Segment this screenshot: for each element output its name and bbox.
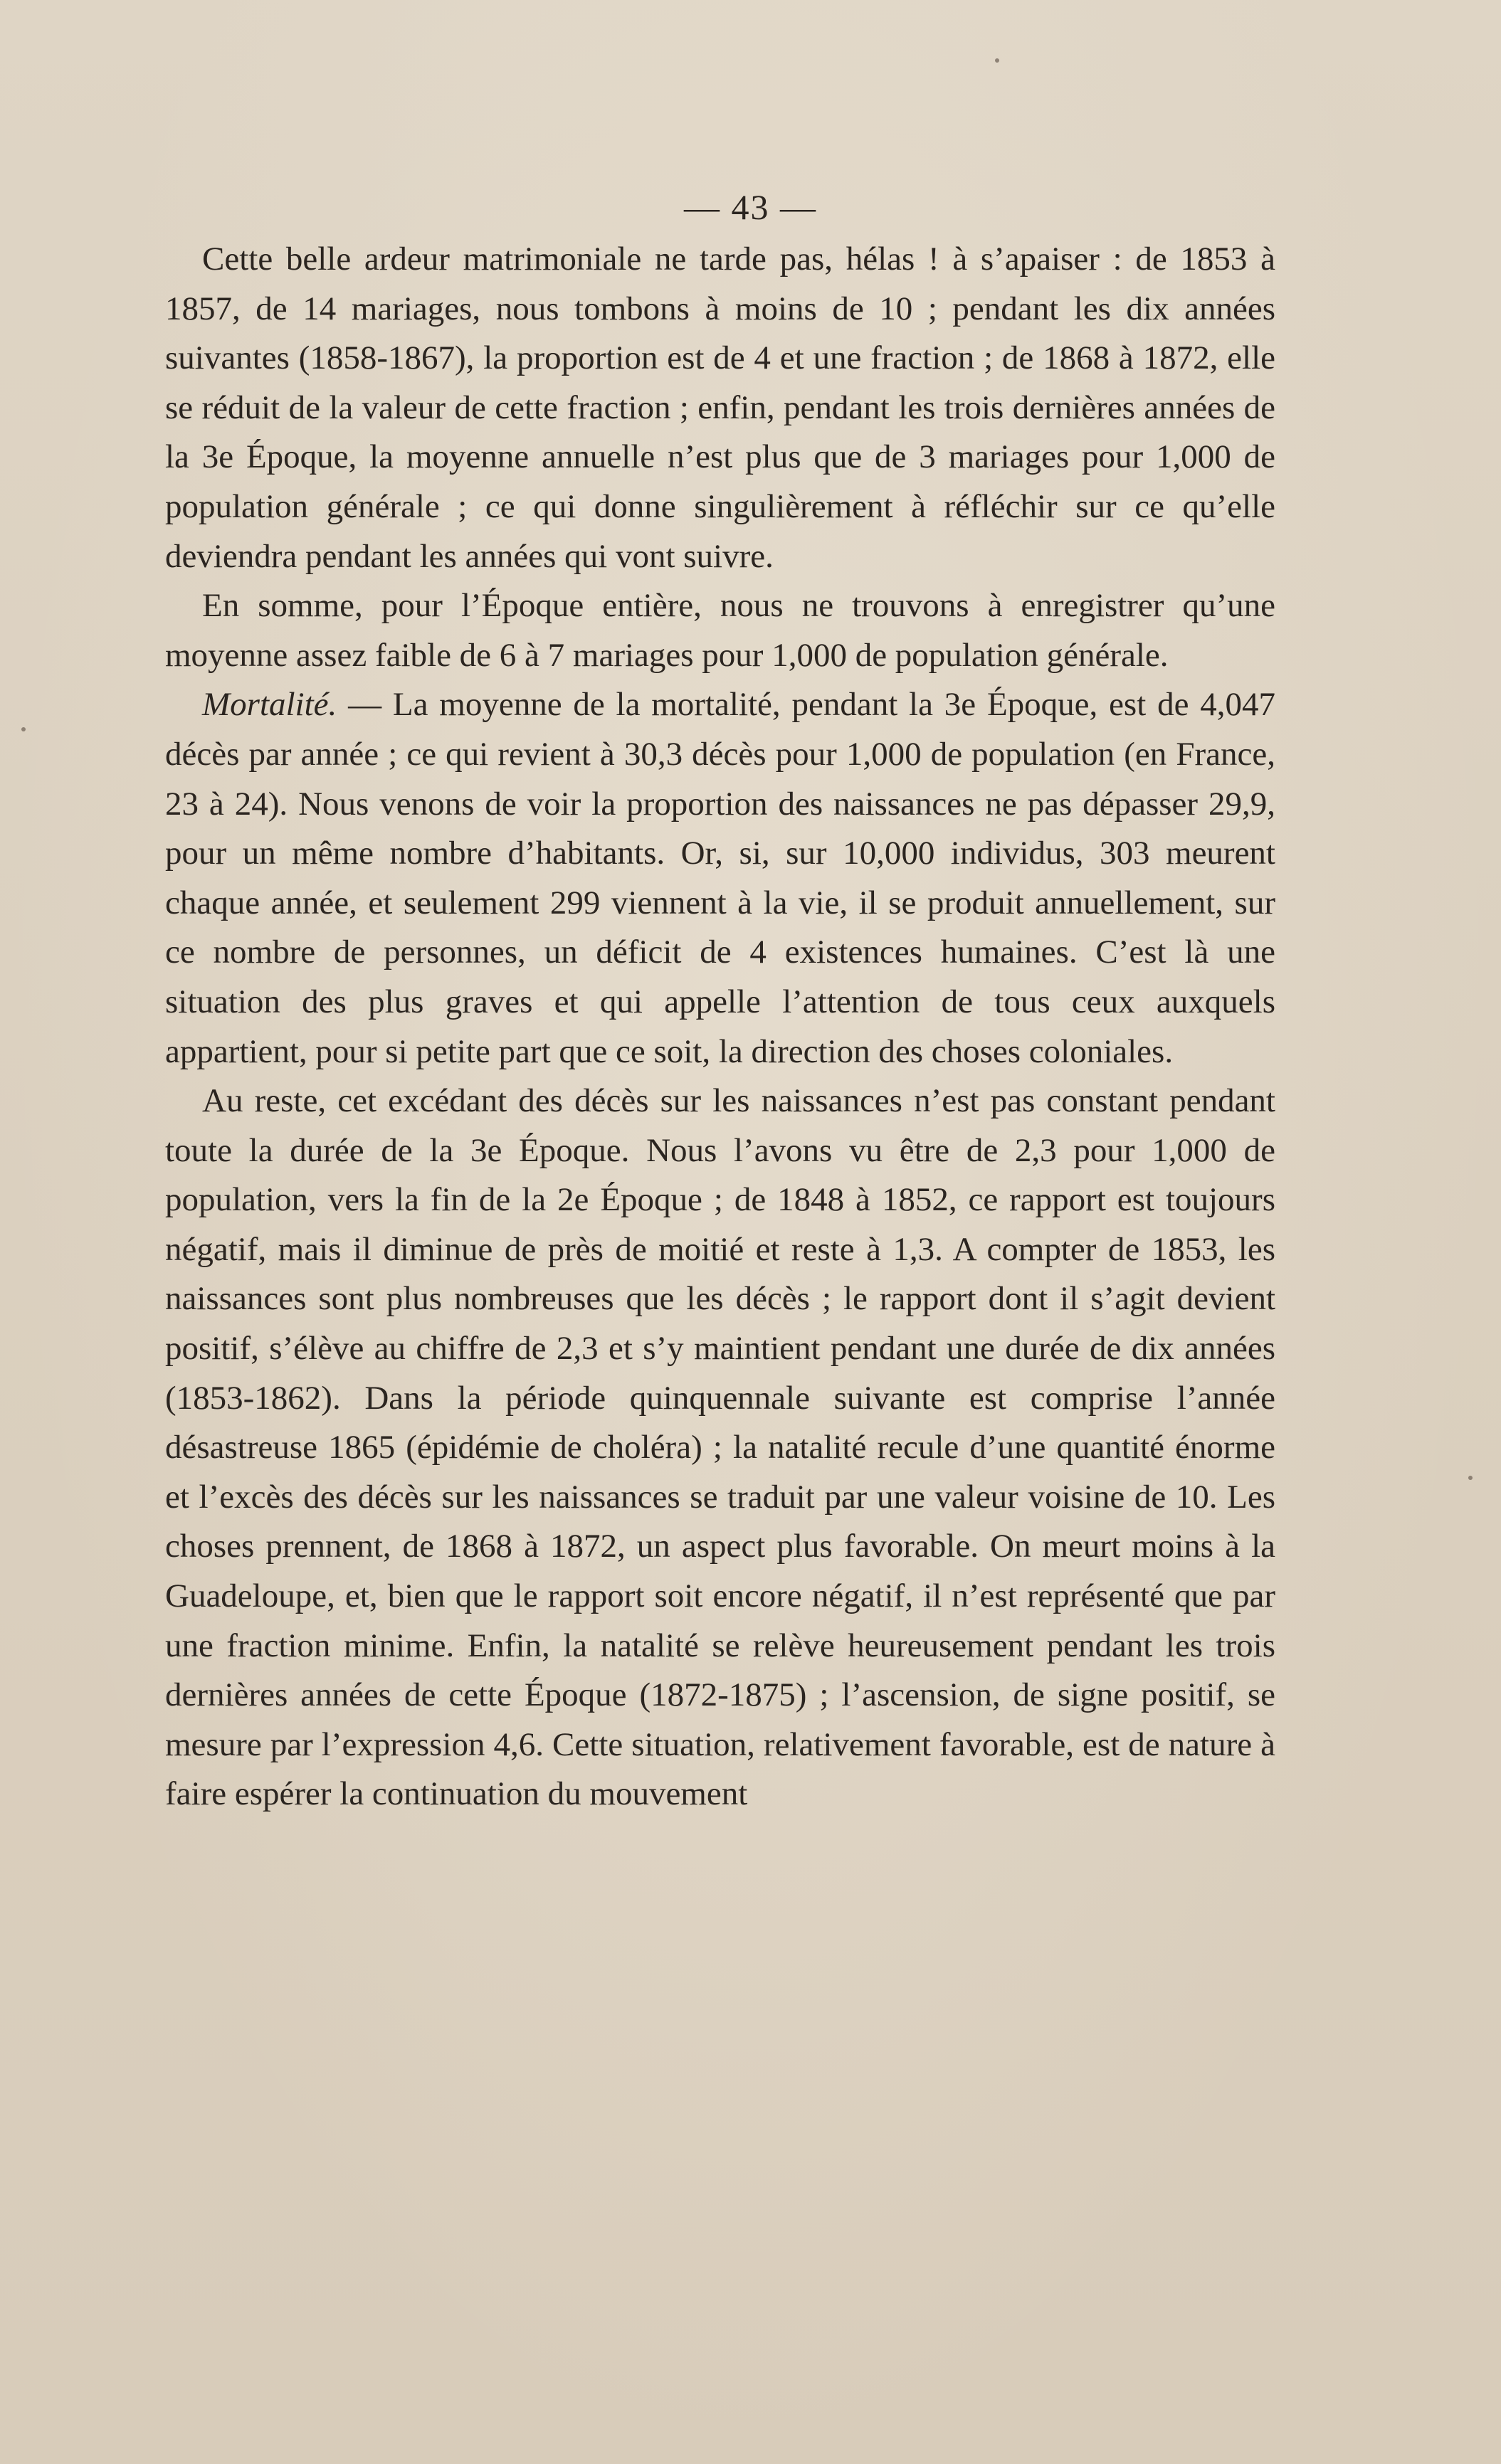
paragraph-mortality: [165, 680, 1275, 1077]
page-number: — 43 —: [684, 187, 817, 227]
paragraph-births-deaths: Au reste, cet excédant des décès sur les naissances n’est pas constant pendant toute la durée de la 3e Époque. Nous l’avons vu être de 2,3 pour 1,000 de population, vers la fin de la 2e Époque ; de 1848 à 1852, ce rapport est toujours négatif, mais il diminue de près de moitié et reste à 1,3. A compter de 1853, les naissances sont plus nombreuses que les décès ; le rapport dont il s’agit devient positif, s’élève au chiffre de 2,3 et s’y maintient pendant une durée de dix années (1853-1862). Dans la période quinquennale suivante est comprise l’année désastreuse 1865 (épidémie de choléra) ; la natalité recule d’une quantité énorme et l’excès des décès sur les naissances se traduit par une valeur voisine de 10. Les choses prennent, de 1868 à 1872, un aspect plus favorable. On meurt moins à la Guadeloupe, et, bien que le rapport soit encore négatif, il n’est représenté que par une fraction minime. Enfin, la natalité se relève heureusement pendant les trois dernières années de cette Époque (1872-1875) ; l’ascension, de signe positif, se mesure par l’expression 4,6. Cette situation, relativement favorable, est de nature à faire espérer la continuation du mouvement: [165, 1082, 1275, 1813]
paragraph-marriages: Cette belle ardeur matrimoniale ne tarde pas, hélas ! à s’apaiser : de 1853 à 1857, de 14 mariages, nous tombons à moins de 10 ; pendant les dix années suivantes (1858-1867), la proportion est de 4 et une fraction ; de 1868 à 1872, elle se réduit de la valeur de cette fraction ; enfin, pendant les trois dernières années de la 3e Époque, la moyenne annuelle n’est plus que de 3 mariages pour 1,000 de population générale ; ce qui donne singulièrement à réfléchir sur ce qu’elle deviendra pendant les années qui vont suivre.: [165, 240, 1275, 575]
paper-speck: [995, 58, 999, 63]
mortality-text: — La moyenne de la mortalité, pendant la 3e Époque, est de 4,047 décès par année ; ce qui revient à 30,3 décès pour 1,000 de population (en France, 23 à 24). Nous venons de voir la proportion des naissances ne pas dépasser 29,9, pour un même nombre d’habitants. Or, si, sur 10,000 individus, 303 meurent chaque année, et seulement 299 viennent à la vie, il se produit annuellement, sur ce nombre de personnes, un déficit de 4 existences humaines. C’est là une situation des plus graves et qui appelle l’attention de tous ceux auxquels appartient, pour si petite part que ce soit, la direction des choses coloniales.: [165, 686, 1275, 1070]
mortality-heading: Mortalité.: [202, 686, 337, 724]
paper-speck: [1468, 1476, 1473, 1480]
paragraph-summary: En somme, pour l’Époque entière, nous ne trouvons à enregistrer qu’une moyenne assez faible de 6 à 7 mariages pour 1,000 de population générale.: [165, 587, 1275, 674]
paper-speck: [21, 727, 26, 731]
body-text: [165, 235, 1275, 1819]
